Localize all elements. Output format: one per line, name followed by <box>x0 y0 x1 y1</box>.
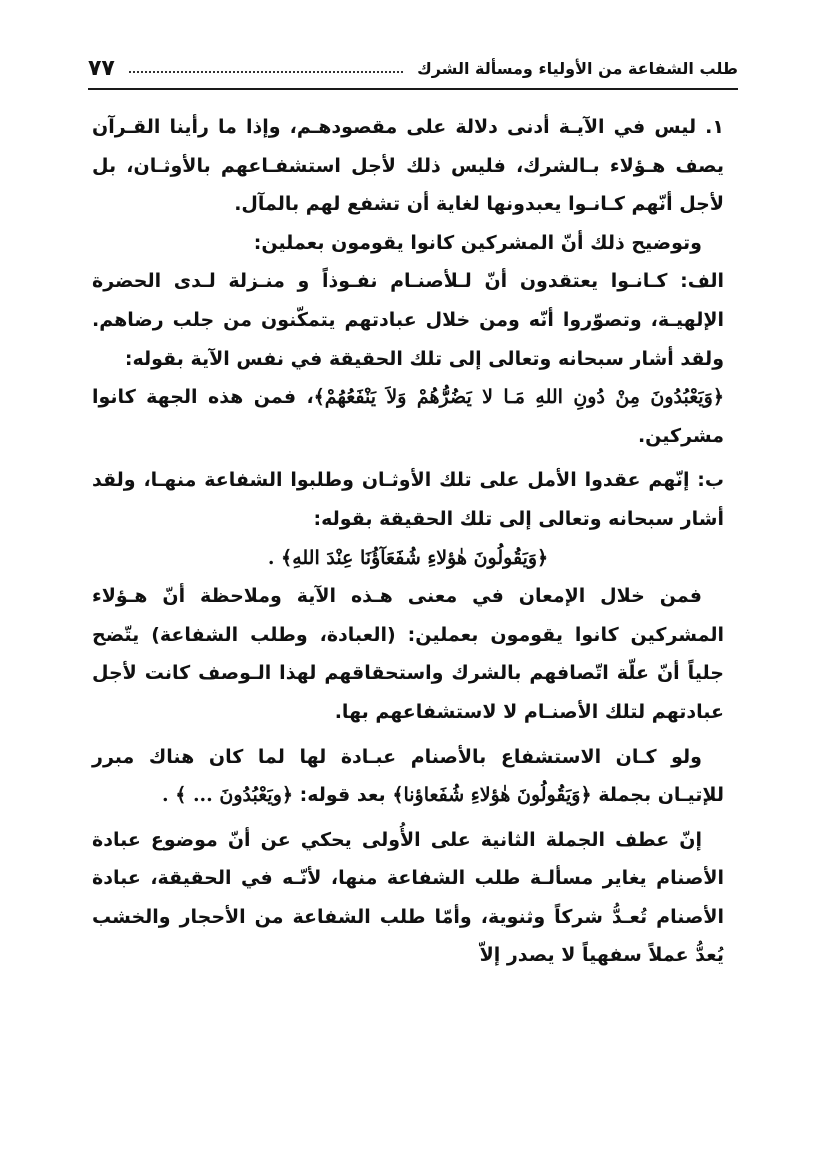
paragraph-text: إنّ عطف الجملة الثانية على الأُولى يحكي عن أنّ موضوع عبادة الأصنام يغاير مسألـة طلب الشفاعة منها، لأنّـه في الحقيقة، عبادة الأصنام تُعـدُّ شركاً وثنوية، وأمّا طلب الشفاعة من الأحجار والخشب يُعدُّ عملاً سفهياً لا يصدر إلاّ <box>92 828 724 967</box>
quran-verse: ﴿وَيَقُولُونَ هٰؤلاءِ شُفَعَآؤُنَا عِنْدَ اللهِ﴾ . <box>267 546 549 569</box>
running-title: طلب الشفاعة من الأولياء ومسألة الشرك <box>417 58 738 78</box>
paragraph-text: الف: كـانـوا يعتقدون أنّ لـلأصنـام نفـوذاً و منـزلة لـدى الحضرة الإلهيـة، وتصوّروا أنّه ومن خلال عبادتهم يتمكّنون من جلب رضاهم. ولقد أشار سبحانه وتعالى إلى تلك الحقيقة في نفس الآية بقوله: <box>92 270 724 370</box>
paragraph-beh <box>92 461 724 538</box>
paragraph-point-one <box>92 108 724 224</box>
paragraph-text: ب: إنّهم عقدوا الأمل على تلك الأوثـان وطلبوا الشفاعة منهـا، ولقد أشار سبحانه وتعالى إلى تلك الحقيقة بقوله: <box>92 469 724 530</box>
paragraph-argument <box>92 738 724 815</box>
paragraph-text: فمن خلال الإمعان في معنى هـذه الآية وملاحظة أنّ هـؤلاء المشركين كانوا يقومون بعملين: (العبادة، وطلب الشفاعة) يتّضح جلياً أنّ علّة اتّصافهم بالشرك واستحقاقهم لهذا الـوصف كانت لأجل عبادتهم لتلك الأصنـام لا لاستشفاعهم بها. <box>92 585 724 723</box>
page-number: ٧٧ <box>88 55 115 81</box>
paragraph-conclusion <box>92 821 724 975</box>
paragraph-text: ١. ليس في الآيـة أدنى دلالة على مقصودهـم، وإذا ما رأينا القـرآن يصف هـؤلاء بـالشرك، فليس ذلك لأجل استشفـاعهم بالأوثـان، بل لأجل أنّهم كـانـوا يعبدونها لغاية أن تشفع لهم بالمآل. <box>92 116 724 216</box>
page-body <box>92 108 724 975</box>
paragraph-verse-intercessors <box>92 539 724 578</box>
paragraph-alef <box>92 262 724 378</box>
paragraph-text: ولو كـان الاستشفاع بالأصنام عبـادة لها لما كان هناك مبرر للإتيـان بجملة <box>92 745 724 807</box>
page-header <box>88 48 738 90</box>
paragraph-text: ، فمن هذه الجهة كانوا مشركين. <box>92 386 724 447</box>
quran-verse: ﴿وَيَقُولُونَ هٰؤلاءِ شُفَعاؤنا﴾ <box>392 784 592 807</box>
paragraph-text: بعد قوله: <box>293 784 393 807</box>
header-dot-leader <box>129 71 403 73</box>
paragraph-text: وتوضيح ذلك أنّ المشركين كانوا يقومون بعملين: <box>253 231 702 254</box>
paragraph-verse-worship <box>92 378 724 455</box>
paragraph-reflection <box>92 577 724 731</box>
paragraph-explanation <box>92 224 724 263</box>
quran-verse: ﴿ويَعْبُدُونَ ... ﴾ . <box>161 784 294 807</box>
quran-verse: ﴿وَيَعْبُدُونَ مِنْ دُونِ اللهِ مَـا لا يَضُرُّهُمْ وَلاَ يَنْفَعُهُمْ﴾ <box>313 386 724 409</box>
